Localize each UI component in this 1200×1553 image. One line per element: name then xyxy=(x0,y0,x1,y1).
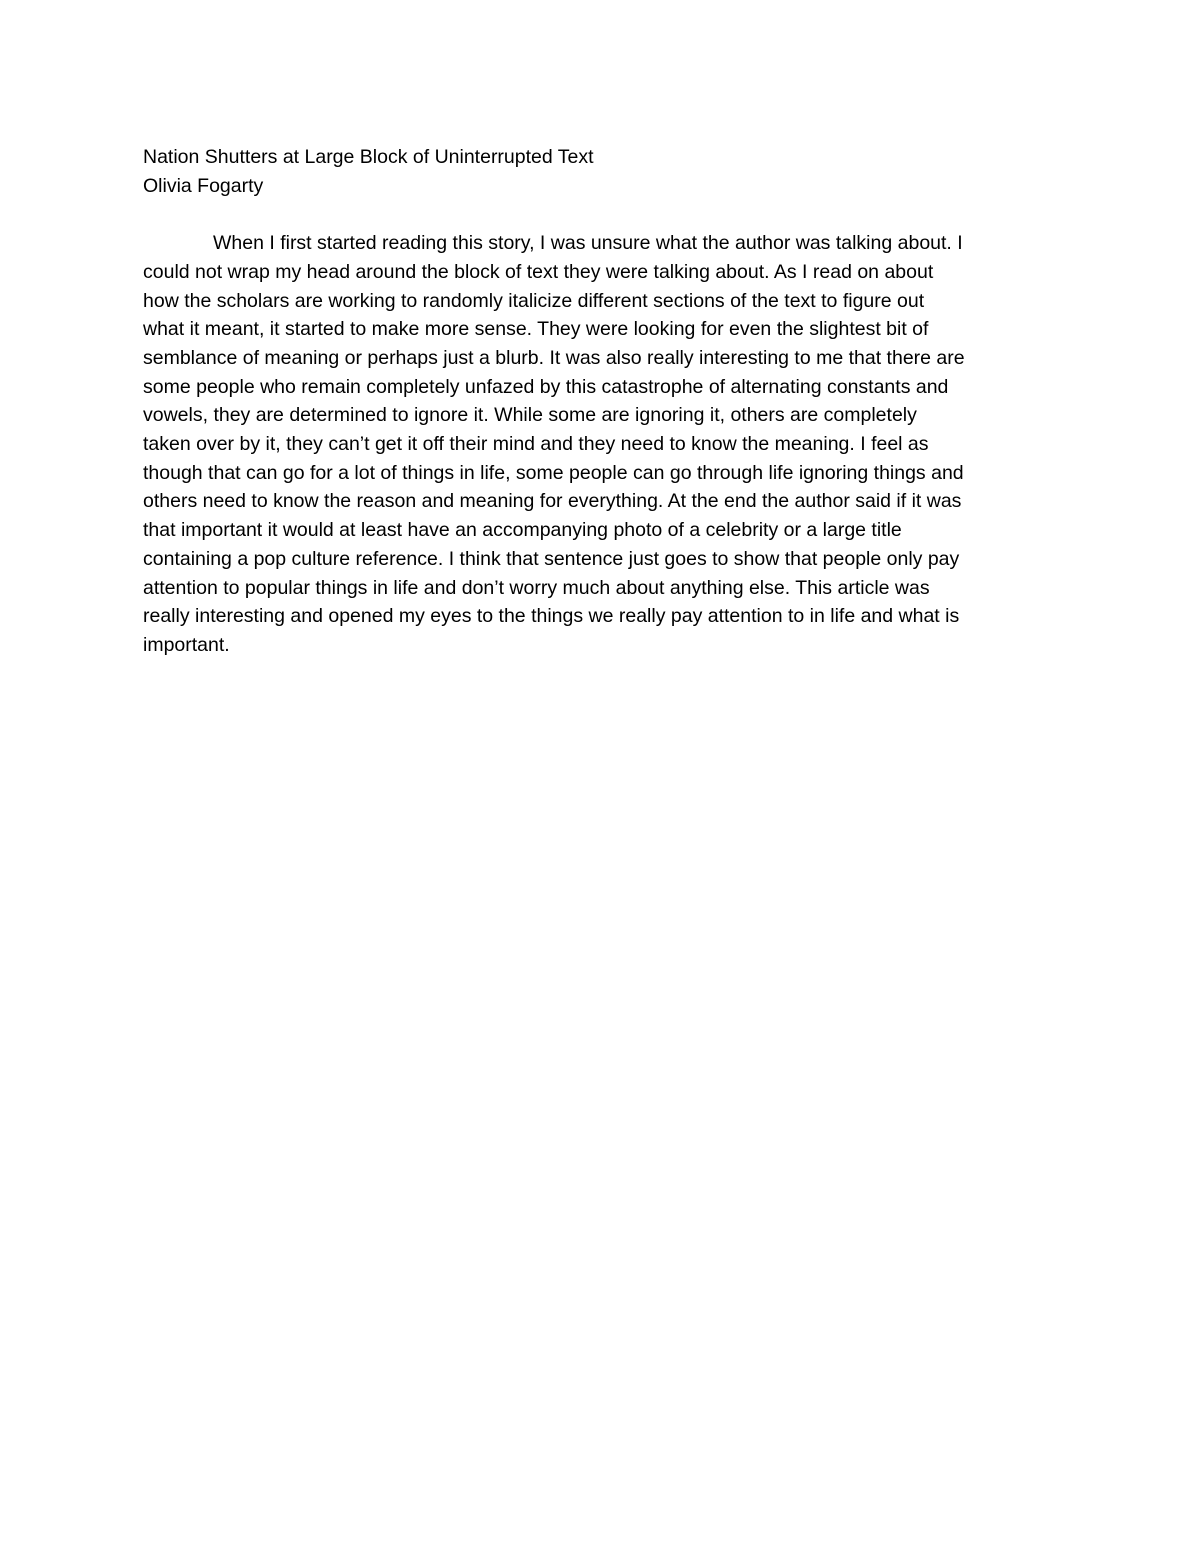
paragraph-line: though that can go for a lot of things in life, some people can go through life ignoring things and xyxy=(143,461,964,484)
paragraph-line: others need to know the reason and meaning for everything. At the end the author said if it was xyxy=(143,490,962,513)
paragraph-line: taken over by it, they can’t get it off their mind and they need to know the meaning. I feel as xyxy=(143,433,929,456)
paragraph-line: how the scholars are working to randomly italicize different sections of the text to figure out xyxy=(143,289,925,312)
paragraph-line: what it meant, it started to make more sense. They were looking for even the slightest bit of xyxy=(143,318,929,341)
paragraph-line: could not wrap my head around the block of text they were talking about. As I read on about xyxy=(143,260,934,283)
document-author: Olivia Fogarty xyxy=(143,174,264,197)
body-paragraph xyxy=(143,229,1058,660)
paragraph-line: containing a pop culture reference. I think that sentence just goes to show that people only pay xyxy=(143,547,960,570)
paragraph-line: vowels, they are determined to ignore it. While some are ignoring it, others are completely xyxy=(143,404,917,427)
paragraph-line: really interesting and opened my eyes to the things we really pay attention to in life and what is xyxy=(143,605,960,628)
document-content xyxy=(143,143,1058,660)
paragraph-line: attention to popular things in life and don’t worry much about anything else. This article was xyxy=(143,576,930,599)
paragraph-line: When I first started reading this story, I was unsure what the author was talking about. I xyxy=(213,232,963,255)
paragraph-line: semblance of meaning or perhaps just a blurb. It was also really interesting to me that there are xyxy=(143,346,965,369)
paragraph-line: that important it would at least have an accompanying photo of a celebrity or a large title xyxy=(143,519,902,542)
document-title: Nation Shutters at Large Block of Uninterrupted Text xyxy=(143,146,594,168)
paragraph-line: some people who remain completely unfazed by this catastrophe of alternating constants and xyxy=(143,375,949,398)
paragraph-line: important. xyxy=(143,633,230,656)
blank-line xyxy=(143,200,1058,229)
